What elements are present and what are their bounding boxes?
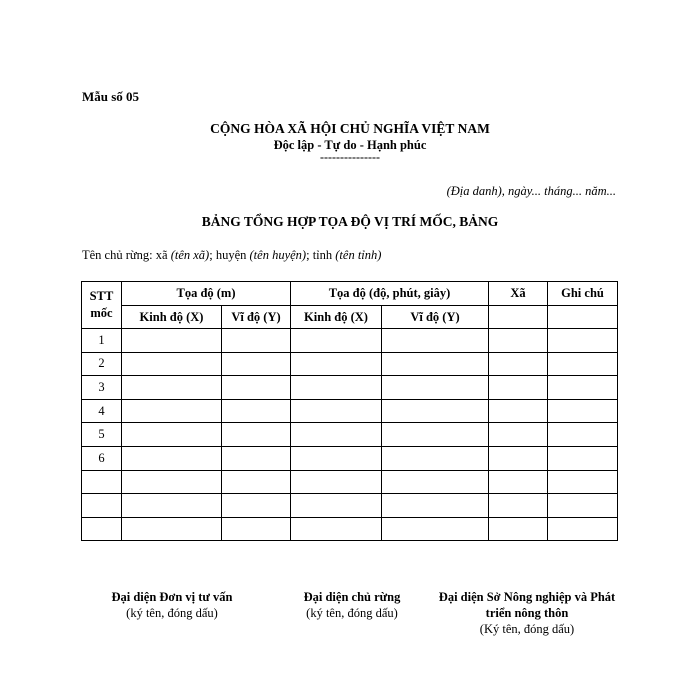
table-cell <box>291 399 382 423</box>
owner-commune: (tên xã) <box>170 248 210 262</box>
table-row <box>82 329 618 353</box>
header-coord-dms: Tọa độ (độ, phút, giây) <box>291 282 489 306</box>
header-note-blank <box>548 306 618 329</box>
table-cell <box>548 376 618 400</box>
owner-sep-2: ; tỉnh <box>306 248 336 262</box>
signature-consultant <box>92 589 252 621</box>
signature-role: Đại diện Đơn vị tư vấn <box>111 590 233 604</box>
table-cell <box>291 329 382 353</box>
table-cell <box>222 446 291 470</box>
table-cell <box>489 423 548 447</box>
table-cell <box>122 423 222 447</box>
table-cell <box>382 423 489 447</box>
table-row <box>82 399 618 423</box>
table-cell <box>291 376 382 400</box>
row-number-cell: 4 <box>82 399 122 423</box>
table-cell <box>548 423 618 447</box>
table-cell <box>382 470 489 494</box>
table-cell <box>222 352 291 376</box>
table-cell <box>489 494 548 518</box>
separator-line: --------------- <box>320 150 380 164</box>
owner-sep-1: ; huyện <box>209 248 250 262</box>
table-row <box>82 494 618 518</box>
table-cell <box>548 446 618 470</box>
owner-province: (tên tỉnh) <box>335 248 382 262</box>
table-cell <box>382 376 489 400</box>
row-number-cell: 6 <box>82 446 122 470</box>
table-cell <box>548 329 618 353</box>
owner-district: (tên huyện) <box>249 248 307 262</box>
table-cell <box>382 329 489 353</box>
header-note: Ghi chú <box>548 282 618 306</box>
coordinates-table <box>81 281 618 541</box>
table-row <box>82 446 618 470</box>
header-lat-dms: Vĩ độ (Y) <box>382 306 489 329</box>
header-coord-m: Tọa độ (m) <box>122 282 291 306</box>
table-cell <box>382 446 489 470</box>
table-row <box>82 517 618 541</box>
signature-role: Đại diện chủ rừng <box>303 590 401 604</box>
table-cell <box>222 329 291 353</box>
form-number: Mẫu số 05 <box>82 89 140 104</box>
table-cell <box>122 517 222 541</box>
row-number-cell <box>82 494 122 518</box>
table-row <box>82 470 618 494</box>
table-cell <box>382 352 489 376</box>
table-cell <box>122 352 222 376</box>
table-cell <box>122 470 222 494</box>
table-cell <box>222 517 291 541</box>
table-cell <box>489 329 548 353</box>
table-cell <box>291 494 382 518</box>
table-cell <box>548 352 618 376</box>
header-commune: Xã <box>489 282 548 306</box>
table-cell <box>291 423 382 447</box>
signature-note: (ký tên, đóng dấu) <box>306 606 398 620</box>
signature-note: (Ký tên, đóng dấu) <box>479 622 575 636</box>
table-cell <box>222 494 291 518</box>
table-cell <box>382 517 489 541</box>
table-cell <box>548 470 618 494</box>
table-cell <box>489 376 548 400</box>
signature-note: (ký tên, đóng dấu) <box>126 606 218 620</box>
table-cell <box>548 517 618 541</box>
table-cell <box>122 494 222 518</box>
table-row <box>82 423 618 447</box>
table-cell <box>122 376 222 400</box>
forest-owner-line <box>82 248 381 263</box>
table-cell <box>489 446 548 470</box>
owner-label: Tên chủ rừng: xã <box>82 248 171 262</box>
signature-role: Đại diện Sở Nông nghiệp và Phát triển nông thôn <box>438 590 616 620</box>
row-number-cell: 5 <box>82 423 122 447</box>
row-number-cell: 1 <box>82 329 122 353</box>
header-lat-m: Vĩ độ (Y) <box>222 306 291 329</box>
table-cell <box>291 470 382 494</box>
table-cell <box>291 446 382 470</box>
row-number-cell: 2 <box>82 352 122 376</box>
table-cell <box>222 376 291 400</box>
table-cell <box>291 517 382 541</box>
table-cell <box>122 446 222 470</box>
row-number-cell <box>82 470 122 494</box>
table-cell <box>291 352 382 376</box>
table-cell <box>489 399 548 423</box>
table-cell <box>222 423 291 447</box>
table-row <box>82 352 618 376</box>
table-cell <box>489 470 548 494</box>
header-lon-m: Kinh độ (X) <box>122 306 222 329</box>
place-date-line: (Địa danh), ngày... tháng... năm... <box>446 184 616 198</box>
table-cell <box>222 470 291 494</box>
signature-department <box>432 589 622 637</box>
table-cell <box>122 399 222 423</box>
table-cell <box>548 494 618 518</box>
national-title: CỘNG HÒA XÃ HỘI CHỦ NGHĨA VIỆT NAM <box>210 121 490 136</box>
header-stt: STT mốc <box>82 282 122 329</box>
table-row <box>82 376 618 400</box>
table-cell <box>222 399 291 423</box>
row-number-cell: 3 <box>82 376 122 400</box>
table-cell <box>489 517 548 541</box>
table-cell <box>122 329 222 353</box>
national-motto: Độc lập - Tự do - Hạnh phúc <box>273 138 427 152</box>
table-cell <box>489 352 548 376</box>
table-cell <box>382 494 489 518</box>
header-commune-blank <box>489 306 548 329</box>
row-number-cell <box>82 517 122 541</box>
signature-forest-owner <box>272 589 432 621</box>
header-lon-dms: Kinh độ (X) <box>291 306 382 329</box>
table-cell <box>382 399 489 423</box>
document-title: BẢNG TỔNG HỢP TỌA ĐỘ VỊ TRÍ MỐC, BẢNG <box>201 214 499 229</box>
table-cell <box>548 399 618 423</box>
